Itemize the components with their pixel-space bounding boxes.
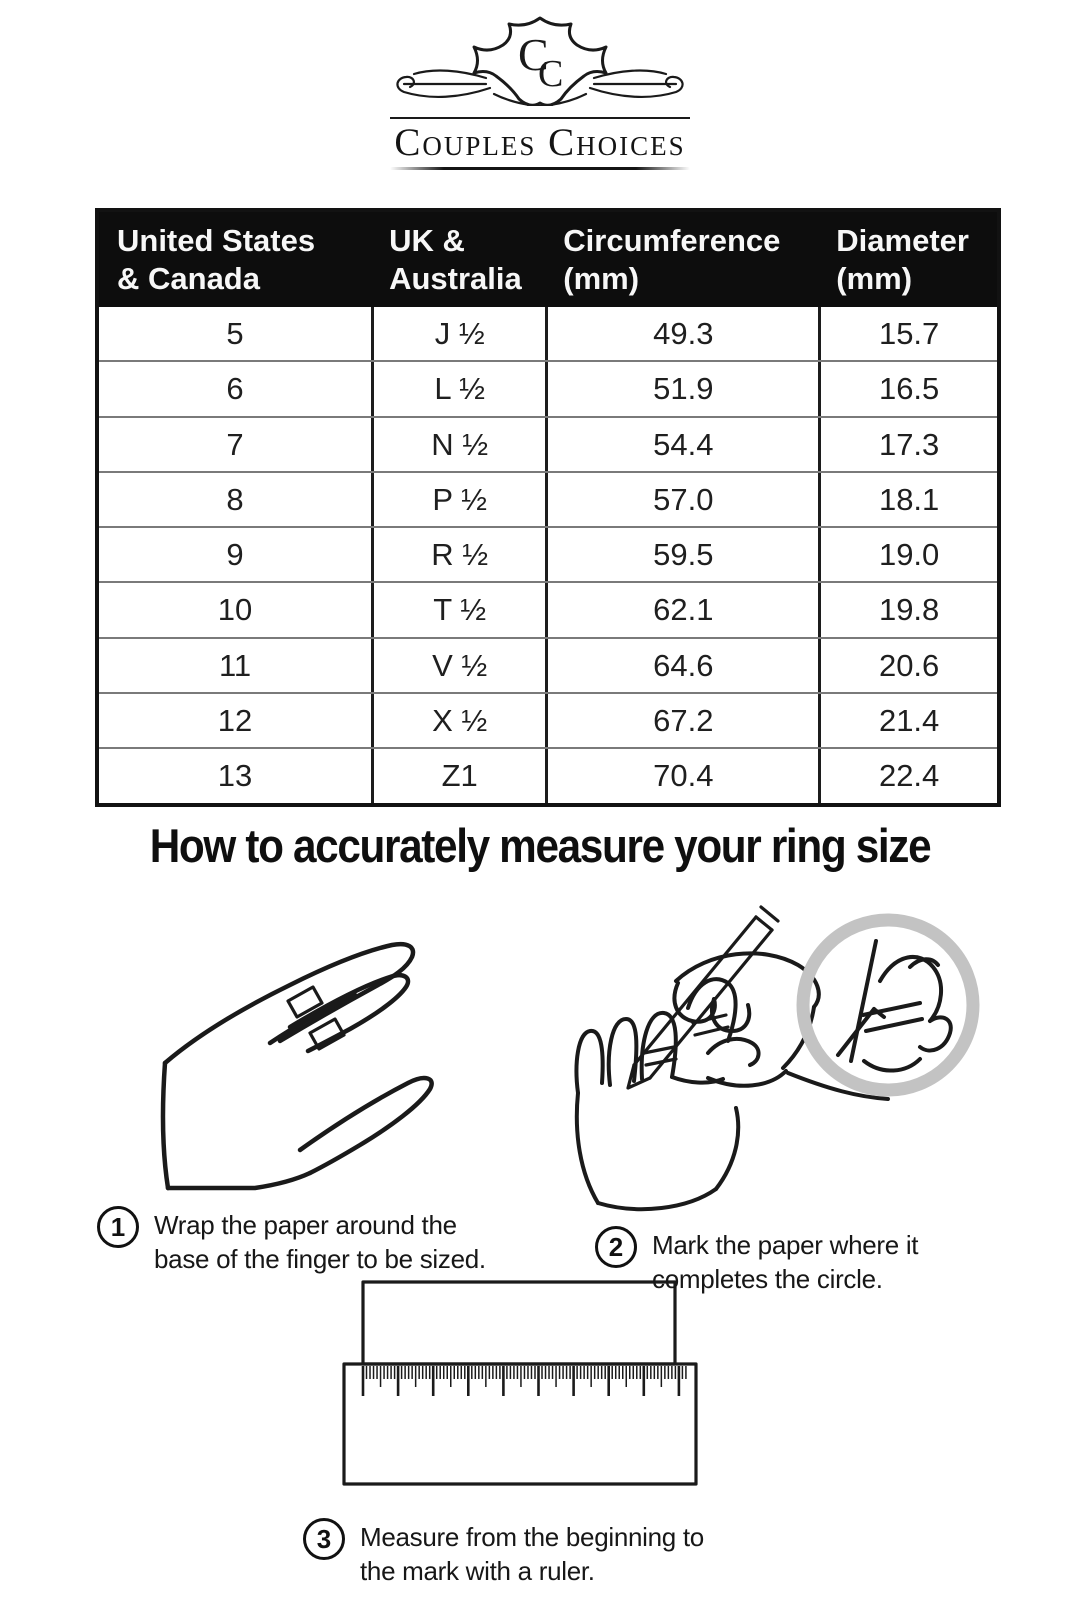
table-cell: 10 xyxy=(217,592,253,628)
monogram-letter: C xyxy=(538,53,564,95)
table-cell: 19.8 xyxy=(818,583,997,636)
step-1 xyxy=(97,1208,486,1276)
column-header-diameter xyxy=(818,212,997,307)
brand-logo xyxy=(390,10,690,170)
table-cell: X ½ xyxy=(371,694,545,747)
table-row xyxy=(99,307,997,360)
table-cell: 49.3 xyxy=(545,307,818,360)
step-1-number-badge: 1 xyxy=(97,1206,139,1248)
brand-name: Couples Choices xyxy=(394,121,686,164)
table-row xyxy=(99,360,997,415)
column-header-line: Australia xyxy=(389,261,522,296)
magnifier-circle-icon xyxy=(803,920,973,1090)
table-cell: 7 xyxy=(226,426,244,462)
table-cell: 64.6 xyxy=(545,639,818,692)
table-cell: 51.9 xyxy=(545,362,818,415)
step-1-text xyxy=(154,1208,486,1276)
table-cell: N ½ xyxy=(371,418,545,471)
table-cell: 19.0 xyxy=(818,528,997,581)
table-row xyxy=(99,637,997,692)
column-header-line: Circumference xyxy=(563,223,781,258)
column-header-line: UK & xyxy=(389,223,465,258)
table-cell: 13 xyxy=(217,758,253,794)
hand-with-paper-illustration xyxy=(150,915,520,1215)
table-row xyxy=(99,692,997,747)
table-cell: 57.0 xyxy=(545,473,818,526)
step-3-text xyxy=(360,1520,704,1588)
table-cell: 5 xyxy=(226,316,244,351)
table-cell: 59.5 xyxy=(545,528,818,581)
table-cell: L ½ xyxy=(371,362,545,415)
step-text-line: Wrap the paper around the xyxy=(154,1210,457,1240)
step-2-number-badge: 2 xyxy=(595,1226,637,1268)
table-cell: R ½ xyxy=(371,528,545,581)
table-cell: 15.7 xyxy=(818,307,997,360)
marking-hands-illustration xyxy=(558,893,990,1218)
monogram-letter: C xyxy=(518,29,549,80)
step-text-line: base of the finger to be sized. xyxy=(154,1244,486,1274)
ruler-illustration xyxy=(340,1278,700,1490)
ruler-tick-marks xyxy=(363,1366,686,1396)
column-header-line: & Canada xyxy=(117,261,260,296)
step-text-line: completes the circle. xyxy=(652,1264,883,1294)
table-cell: 17.3 xyxy=(818,418,997,471)
table-row xyxy=(99,471,997,526)
table-row xyxy=(99,416,997,471)
table-cell: V ½ xyxy=(371,639,545,692)
table-cell: Z1 xyxy=(371,749,545,802)
column-header-uk-australia xyxy=(371,212,545,307)
table-cell: T ½ xyxy=(371,583,545,636)
table-row xyxy=(99,747,997,802)
table-cell: P ½ xyxy=(371,473,545,526)
column-header-line: United States xyxy=(117,223,316,258)
step-2-text xyxy=(652,1228,918,1296)
step-text-line: Mark the paper where it xyxy=(652,1230,919,1260)
table-cell: 18.1 xyxy=(818,473,997,526)
table-cell: 6 xyxy=(226,371,244,407)
table-cell: 70.4 xyxy=(545,749,818,802)
table-cell: 21.4 xyxy=(818,694,997,747)
column-header-line: (mm) xyxy=(563,261,640,296)
table-cell: 62.1 xyxy=(545,583,818,636)
column-header-line: Diameter xyxy=(836,223,969,258)
column-header-line: (mm) xyxy=(836,261,913,296)
step-2 xyxy=(595,1228,918,1296)
step-3-number-badge: 3 xyxy=(303,1518,345,1560)
table-cell: J ½ xyxy=(371,307,545,360)
table-row xyxy=(99,581,997,636)
table-row xyxy=(99,526,997,581)
brand-crest-icon xyxy=(390,10,690,106)
guide-heading: How to accurately measure your ring size xyxy=(149,819,931,872)
table-cell: 54.4 xyxy=(545,418,818,471)
step-3 xyxy=(303,1520,704,1588)
table-cell: 11 xyxy=(218,647,252,683)
ring-size-table xyxy=(95,208,1001,807)
logo-divider-top xyxy=(390,117,690,119)
table-cell: 22.4 xyxy=(818,749,997,802)
step-text-line: the mark with a ruler. xyxy=(360,1556,595,1586)
step-text-line: Measure from the beginning to xyxy=(360,1522,704,1552)
column-header-us-canada xyxy=(99,212,371,307)
table-cell: 9 xyxy=(226,537,244,573)
table-cell: 16.5 xyxy=(818,362,997,415)
column-header-circumference xyxy=(545,212,818,307)
table-header-row xyxy=(99,212,997,307)
table-cell: 8 xyxy=(226,481,244,517)
table-cell: 20.6 xyxy=(818,639,997,692)
table-cell: 67.2 xyxy=(545,694,818,747)
table-cell: 12 xyxy=(217,703,253,739)
logo-divider-bottom xyxy=(390,167,690,170)
table-body xyxy=(99,307,997,803)
